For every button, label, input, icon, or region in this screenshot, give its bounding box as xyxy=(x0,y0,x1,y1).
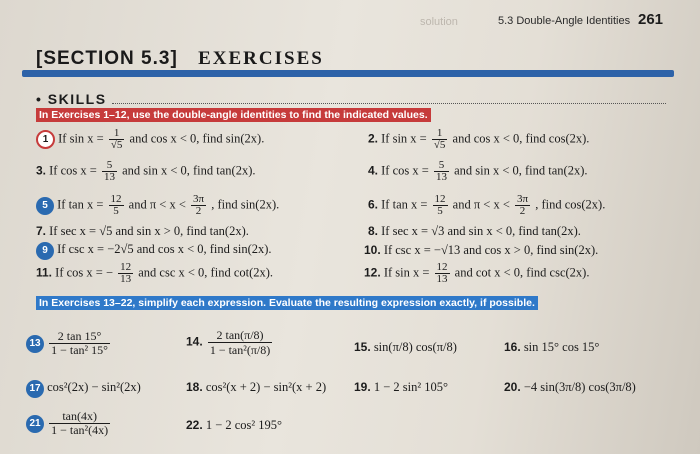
problem-19-expression: 1 − 2 sin² 105° xyxy=(373,380,448,394)
problem-3-fraction xyxy=(102,160,117,183)
problem-9-number: 9 xyxy=(36,242,54,260)
page-number: 261 xyxy=(638,11,664,28)
section-title: EXERCISES xyxy=(198,48,324,69)
problem-14-numerator: 2 tan(π/8) xyxy=(208,328,272,343)
problem-16-number: 16. xyxy=(504,340,521,354)
problem-1-number: 1 xyxy=(36,130,55,149)
problem-6-number: 6. xyxy=(368,197,379,212)
problem-5-number: 5 xyxy=(36,197,54,215)
problem-4 xyxy=(368,160,587,183)
problem-4-text-b: and sin x < 0, find tan(2x). xyxy=(454,163,588,178)
problem-1 xyxy=(36,128,264,151)
problem-4-fraction xyxy=(434,160,449,183)
problem-6-text-c: , find cos(2x). xyxy=(535,197,606,212)
problem-19-number: 19. xyxy=(354,380,371,394)
problem-6-frac-den: 5 xyxy=(437,205,443,217)
problem-11-fraction xyxy=(118,262,133,285)
problem-4-frac-den: 13 xyxy=(435,171,447,183)
problem-14-fraction xyxy=(208,328,272,357)
problem-8 xyxy=(368,224,581,239)
problem-21 xyxy=(26,410,112,437)
problem-11-text-a: If cos x = − xyxy=(55,265,113,280)
skills-divider xyxy=(112,103,666,104)
problem-5-frac-num: 12 xyxy=(110,193,122,205)
problem-16-expression: sin 15° cos 15° xyxy=(523,340,600,354)
problem-19 xyxy=(354,380,448,395)
problem-12-frac-den: 13 xyxy=(436,273,448,285)
problem-10-text: If csc x = −√13 and cos x > 0, find sin(2x). xyxy=(383,243,599,257)
problem-14-number: 14. xyxy=(186,334,203,349)
problem-2-text-b: and cos x < 0, find cos(2x). xyxy=(452,131,590,146)
problem-17-number: 17 xyxy=(26,380,44,398)
problem-13-numerator: 2 tan 15° xyxy=(49,330,110,344)
problem-8-number: 8. xyxy=(368,224,379,238)
problem-10 xyxy=(364,243,598,258)
problem-21-fraction xyxy=(49,410,110,437)
problem-6-frac-num: 12 xyxy=(434,193,446,205)
problem-15-expression: sin(π/8) cos(π/8) xyxy=(373,340,457,354)
problem-17 xyxy=(26,380,141,398)
problem-10-number: 10. xyxy=(364,243,381,257)
problem-7-number: 7. xyxy=(36,224,47,238)
problem-6-fraction xyxy=(433,194,448,217)
problem-6-text-a: If tan x = xyxy=(381,197,428,212)
problem-14-denominator: 1 − tan²(π/8) xyxy=(209,343,271,357)
problem-15-number: 15. xyxy=(354,340,371,354)
problem-14 xyxy=(186,328,274,357)
problem-22 xyxy=(186,418,282,433)
section-rule xyxy=(22,70,674,77)
problem-13 xyxy=(26,330,112,357)
problem-3-frac-num: 5 xyxy=(102,160,117,172)
problem-1-fraction xyxy=(109,128,125,151)
problem-1-frac-den: √5 xyxy=(110,139,123,151)
problem-20-number: 20. xyxy=(504,380,521,394)
problem-5-frac2-num: 3π xyxy=(193,193,205,205)
problem-5-frac2-den: 2 xyxy=(195,205,202,217)
problem-11-frac-num: 12 xyxy=(120,261,132,273)
problem-11-frac-den: 13 xyxy=(120,273,132,285)
problem-2-number: 2. xyxy=(368,131,379,146)
instruction-1-12: In Exercises 1–12, use the double-angle identities to find the indicated values. xyxy=(36,108,431,122)
problem-3-text-a: If cos x = xyxy=(49,163,97,178)
problem-1-text-b: and cos x < 0, find sin(2x). xyxy=(129,131,265,146)
problem-4-text-a: If cos x = xyxy=(381,163,429,178)
problem-6 xyxy=(368,194,605,217)
problem-3-frac-den: 13 xyxy=(103,171,115,183)
problem-11 xyxy=(36,262,273,285)
problem-9-text: If csc x = −2√5 and cos x < 0, find sin(2x). xyxy=(57,242,272,256)
problem-12-frac-num: 12 xyxy=(436,261,448,273)
ghost-header-text: solution xyxy=(420,16,458,28)
problem-12 xyxy=(364,262,589,285)
problem-5-fraction-2 xyxy=(191,194,206,217)
problem-12-number: 12. xyxy=(364,265,381,280)
problem-9 xyxy=(36,242,272,260)
problem-6-frac2-num: 3π xyxy=(517,193,529,205)
problem-3 xyxy=(36,160,255,183)
problem-13-number: 13 xyxy=(26,335,44,353)
section-label: [SECTION 5.3] xyxy=(36,48,178,69)
problem-22-number: 22. xyxy=(186,418,203,432)
problem-5-text-c: , find sin(2x). xyxy=(211,197,280,212)
problem-2 xyxy=(368,128,589,151)
running-header: 5.3 Double-Angle Identities xyxy=(498,15,631,27)
problem-8-text: If sec x = √3 and sin x < 0, find tan(2x). xyxy=(381,224,581,238)
problem-2-frac-num: 1 xyxy=(432,128,448,140)
problem-5-frac-den: 5 xyxy=(113,205,119,217)
problem-21-denominator: 1 − tan²(4x) xyxy=(51,423,109,437)
problem-5-text-b: and π < x < xyxy=(128,197,186,212)
problem-20 xyxy=(504,380,636,395)
problem-18 xyxy=(186,380,326,395)
problem-12-fraction xyxy=(435,262,450,285)
problem-4-frac-num: 5 xyxy=(434,160,449,172)
problem-12-text-b: and cot x < 0, find csc(2x). xyxy=(454,265,590,280)
problem-22-expression: 1 − 2 cos² 195° xyxy=(205,418,283,432)
problem-17-expression: cos²(2x) − sin²(2x) xyxy=(47,380,141,394)
problem-3-text-b: and sin x < 0, find tan(2x). xyxy=(122,163,256,178)
problem-21-numerator: tan(4x) xyxy=(49,410,110,424)
problem-5-fraction xyxy=(109,194,124,217)
problem-7-text: If sec x = √5 and sin x > 0, find tan(2x). xyxy=(49,224,249,238)
problem-5 xyxy=(36,194,279,217)
problem-4-number: 4. xyxy=(368,163,379,178)
section-heading xyxy=(36,48,324,70)
problem-2-text-a: If sin x = xyxy=(381,131,427,146)
problem-20-expression: −4 sin(3π/8) cos(3π/8) xyxy=(523,380,636,394)
skills-label: • SKILLS xyxy=(36,91,107,107)
problem-16 xyxy=(504,340,599,355)
instruction-13-22: In Exercises 13–22, simplify each expression. Evaluate the resulting expression exactly, if possible. xyxy=(36,296,538,310)
problem-15 xyxy=(354,340,457,355)
problem-12-text-a: If sin x = xyxy=(383,265,430,280)
problem-6-frac2-den: 2 xyxy=(519,205,526,217)
problem-1-frac-num: 1 xyxy=(109,128,125,140)
problem-7 xyxy=(36,224,249,239)
problem-2-fraction xyxy=(432,128,448,151)
problem-1-text-a: If sin x = xyxy=(58,131,104,146)
problem-13-denominator: 1 − tan² 15° xyxy=(51,343,108,357)
problem-5-text-a: If tan x = xyxy=(57,197,104,212)
problem-13-fraction xyxy=(49,330,110,357)
problem-6-text-b: and π < x < xyxy=(452,197,510,212)
problem-11-text-b: and csc x < 0, find cot(2x). xyxy=(138,265,274,280)
problem-21-number: 21 xyxy=(26,415,44,433)
problem-2-frac-den: √5 xyxy=(433,139,446,151)
problem-18-number: 18. xyxy=(186,380,203,394)
problem-18-expression: cos²(x + 2) − sin²(x + 2) xyxy=(205,380,327,394)
problem-3-number: 3. xyxy=(36,163,47,178)
problem-6-fraction-2 xyxy=(515,194,530,217)
problem-11-number: 11. xyxy=(36,265,53,280)
